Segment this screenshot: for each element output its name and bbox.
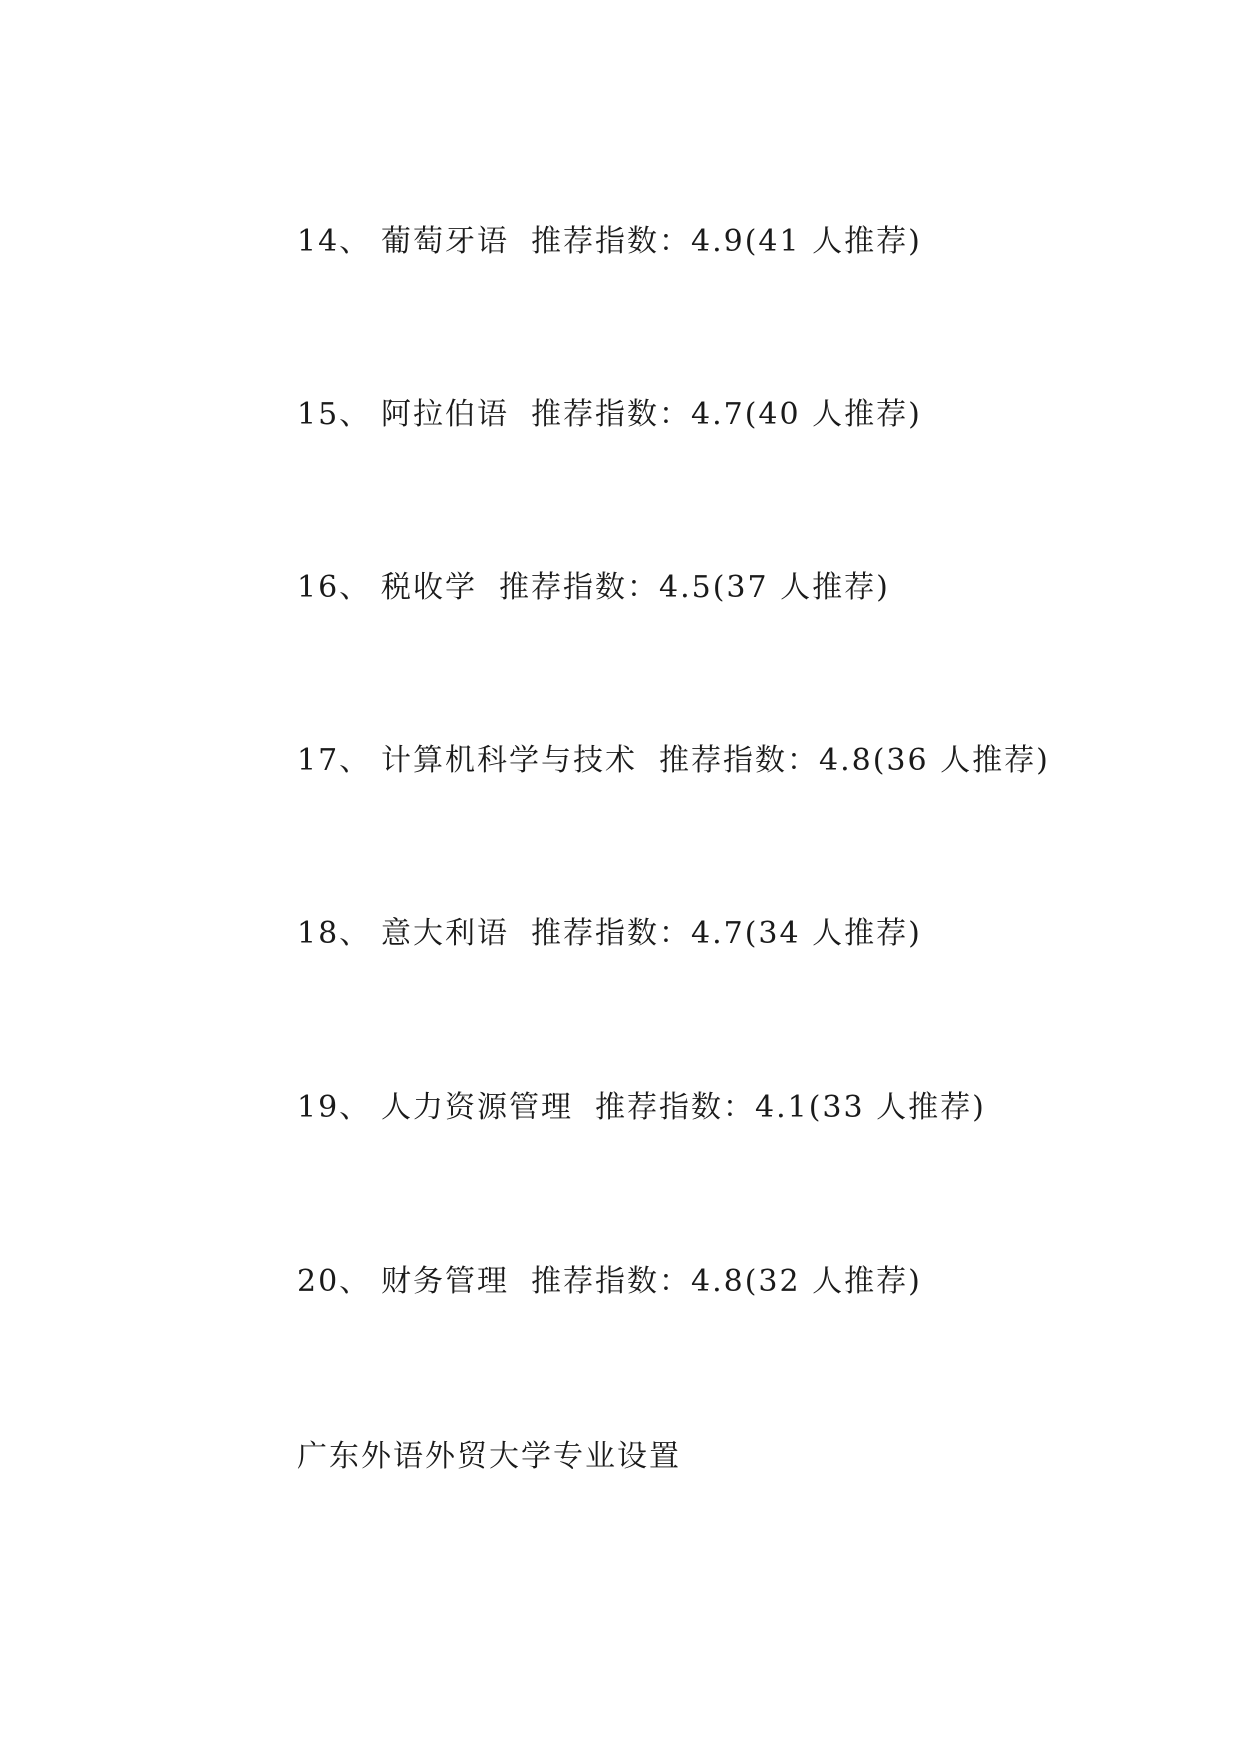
item-number: 17、: [297, 743, 372, 778]
recommendation-index: 推荐指数：4.7(34 人推荐): [531, 916, 922, 951]
section-title: 广东外语外贸大学专业设置: [297, 1439, 681, 1474]
recommendation-index: 推荐指数：4.1(33 人推荐): [595, 1090, 986, 1125]
major-name: 财务管理: [381, 1264, 509, 1299]
list-item: [297, 568, 890, 608]
recommendation-index: 推荐指数：4.7(40 人推荐): [531, 397, 922, 432]
item-number: 20、: [297, 1264, 372, 1299]
item-number: 15、: [297, 397, 372, 432]
item-number: 14、: [297, 224, 372, 259]
list-item: [297, 1088, 986, 1128]
major-name: 人力资源管理: [381, 1090, 573, 1125]
recommendation-index: 推荐指数：4.8(36 人推荐): [659, 743, 1050, 778]
list-item: [297, 914, 922, 954]
item-number: 19、: [297, 1090, 372, 1125]
major-name: 阿拉伯语: [381, 397, 509, 432]
major-name: 税收学: [381, 570, 477, 605]
recommendation-index: 推荐指数：4.5(37 人推荐): [499, 570, 890, 605]
list-item: [297, 1262, 922, 1302]
recommendation-index: 推荐指数：4.9(41 人推荐): [531, 224, 922, 259]
list-item: [297, 741, 1050, 781]
item-number: 18、: [297, 916, 372, 951]
recommendation-index: 推荐指数：4.8(32 人推荐): [531, 1264, 922, 1299]
major-name: 葡萄牙语: [381, 224, 509, 259]
list-item: [297, 395, 922, 435]
item-number: 16、: [297, 570, 372, 605]
major-name: 计算机科学与技术: [381, 743, 637, 778]
major-name: 意大利语: [381, 916, 509, 951]
list-item: [297, 222, 922, 262]
